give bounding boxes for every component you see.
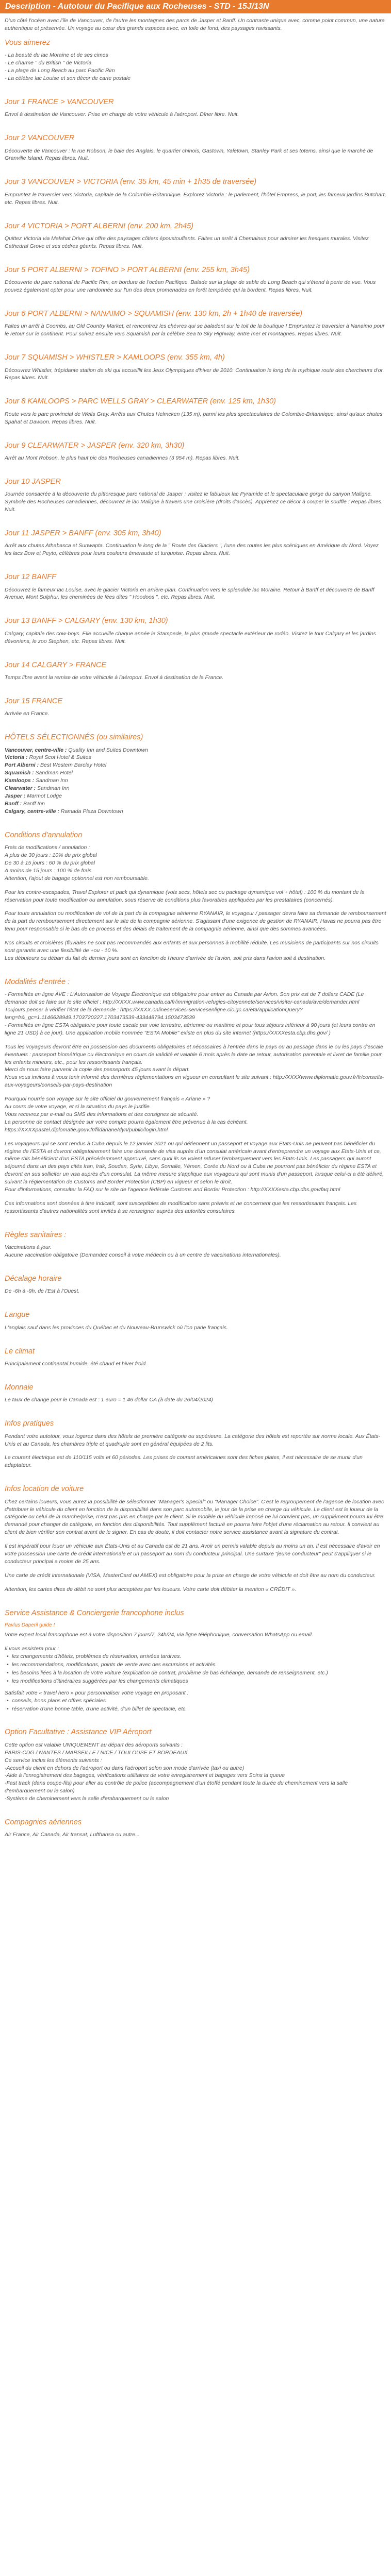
hotel-name: Sandman Inn [37,785,70,792]
option-text: -Aide à l'enregistrement des bagages, vérifications utilitaires de votre enregistrement et bagages vers Soins la queue [5,1772,285,1779]
hotel-name: Marmot Lodge [27,792,62,799]
hotel-line [5,792,386,800]
page-title: Description - Autotour du Pacifique aux Rocheuses - STD - 15J/13N [0,0,391,13]
day-text: Quittez Victoria via Malahat Drive qui offre des paysages côtiers époustouflants. Faites un arrêt à Chemainus pour admirer les fresques murales. Visitez Cathedral Grove et ses cèdres géants. Repas libres. Nuit. [5,235,369,249]
hotel-city: Kamloops : [5,777,35,784]
location-text: Chez certains loueurs, vous aurez la possibilité de sélectionner "Manager's Special" ou "Manager Choice". C'est le regroupement de l'agence de location avec d'attribuer le véhicule du client en fonction de la disponibilité dans son parc automobile, le jour de la prise en charge du véhicule. Le client est le loueur de la catégorie ou celui de la marche/prise, n'est pas pris en charge par le client. Si le modèle du véhicule imposé ne lui convient pas, un supplément pourra lui être demandé pour changer de catégorie, en fonction des disponibilités. Tout supplément facturé en pourra faire l'objet d'une réclamation au retour. Il convient au client de bien vérifier son contrat avant de le signer. En cas de doute, il doit contacter notre service assistance avant la signature du contrat. [5,1498,384,1536]
list-item: • les recommandations, modifications, points de vente avec des excursions et activités. [12,1661,386,1669]
day-text: Calgary, capitale des cow-boys. Elle accueille chaque année le Stampede, la plus grande spectacle extérieur de rodéo. Visitez le tour Calgary et les jardins dévoniens, le zoo Stephen, etc. Repas libres. Nuit. [5,630,376,645]
day-title: Jour 12 BANFF [5,573,56,582]
day-text: Empruntez le traversier vers Victoria, capitale de la Colombie-Britannique. Explorez Victoria : le parlement, l'hôtel Empress, le port, les fameux jardins Butchart, etc. Repas libres. Nuit. [5,191,386,206]
formalites-text: Ces informations sont données à titre indicatif, sont susceptibles de modification sans préavis et ne concernent que les ressortissants français. Les ressortissants d'autres nationalités sont invités à se renseigner auprès des autorités consulaires. [5,1200,357,1214]
day-text: Arrivée en France. [5,710,50,717]
day-text: Journée consacrée à la découverte du pittoresque parc national de Jasper : visitez le fabuleux lac Pyramide et le spectaculaire gorge du canyon Maligne. Symbole des Rocheuses canadiennes, découvrez le lac Maligne à travers une croisière (droits d'accès). Apprenez ce décor à couper le souffle ! Repas libres. Nuit. [5,491,383,513]
conditions-text: Nos circuits et croisières (fluviales ne sont pas recommandés aux enfants et aux personnes à mobilité réduite. Les musiciens de participants sur nos circuits sont garantis avec une flexibilité de +ou - 10 %. [5,940,379,954]
hotel-city: Vancouver, centre-ville : [5,747,67,753]
formalites-text: Toujours penser à vérifier l'état de la demande : https://XXXX.onlineservices-servicesenligne.cic.gc.ca/eta/applicationQuery?lang=fr&_gc=1.1146628949.1703720227.1703473539-433448794.1503473539 [5,1007,303,1021]
day-title: Jour 1 FRANCE > VANCOUVER [5,97,114,106]
day-title: Jour 10 JASPER [5,477,61,486]
vous-aimerez-item: - La plage de Long Beach au parc Pacific Rim [5,67,115,74]
formalites-text: - Formalités en ligne ESTA obligatoire pour toute escale par voie terrestre, aérienne ou maritime et pour tous séjours inférieur à 90 jours (et leurs contre en ligne 21 USD) à ce jour). Une application mobile nommée "ESTA Mobile" existe en plus du site internet (https://XXXXesta.cbp.dhs.gov/ ) [5,1022,376,1036]
vous-aimerez-item: - Le charme " du British " de Victoria [5,60,92,66]
formalites-text: Les voyageurs qui se sont rendus à Cuba depuis le 12 janvier 2021 ou qui détiennent un passeport et voyage aux Etats-Unis ne peuvent pas bénéficier du régime de l'ESTA et devront obligatoirement faire une demande de visa auprès d'un consulat américain avant d'entreprendre un voyage aux Etats-Unis et ce, même s'ils bénéficient d'un ESTA précédemment approuvé, sans quoi ils se voient refuser l'embarquement vers les Etats-Unis. Les passagers qui auront séjourné dans un des pays cités Iran, Irak, Soudan, Syrie, Libye, Somalie, Yémen, Corée du Nord ou à Cuba ne pourront pas bénéficier du régime ESTA et devront en sus solliciter un visa auprès d'un consulat. La même mesure s'applique aux voyageurs qui sont munis d'un passeport, lorsque celui-ci a été délivré, suivant la réglementation de Customs and Border Protection (CBP) en vigueur et selon le droit. [5,1140,384,1185]
monnaie-text: Le taux de change pour le Canada est : 1 euro = 1.46 dollar CA (à date du 26/04/2024) [5,1397,213,1403]
formalites-text: Au cours de votre voyage, et si la situation du pays le justifie. [5,1104,151,1110]
section-title-hotels: HÔTELS SÉLECTIONNÉS (ou similaires) [5,733,143,742]
service-list [5,1653,386,1685]
section-title-compagnies: Compagnies aériennes [5,1818,82,1827]
day-title: Jour 7 SQUAMISH > WHISTLER > KAMLOOPS (env. 355 km, 4h) [5,353,225,362]
day-title: Jour 3 VANCOUVER > VICTORIA (env. 35 km, 45 min + 1h35 de traversée) [5,178,257,187]
formalites-text: Tous les voyageurs devront être en possession des documents obligatoires et nécessaires à l'entrée dans le pays ou au passage dans le ou les pays d'escale éventuels : passeport biométrique ou électronique en cours de validité et valable 6 mois après la date de retour, autorisation parentale et livret de famille pour les enfants mineurs, etc., pour les ressortissants français. [5,1043,383,1065]
day-title: Jour 4 VICTORIA > PORT ALBERNI (env. 200 km, 2h45) [5,222,193,230]
section-title-option: Option Facultative : Assistance VIP Aéroport [5,1728,152,1737]
service-text: Satisfait votre « travel hero » pour personnaliser votre voyage en proposant : [5,1689,189,1696]
day-text: Route vers le parc provincial de Wells Gray. Arrêts aux Chutes Helmcken (135 m), parmi les plus spectaculaires de Colombie-Britannique, ainsi qu'aux chutes Spahat et Dawson. Repas libres. Nuit. [5,411,383,425]
infos-text: Pendant votre autotour, vous logerez dans des hôtels de première catégorie ou supérieure. La catégorie des hôtels est reportée sur norme locale. Aux États-Unis et au Canada, les chambres triple et quadruple sont en général équipées de 2 lits. [5,1433,381,1447]
climat-text: Principalement continental humide, été chaud et hiver froid. [5,1361,148,1367]
conditions-text: Les débuteurs ou débarr du fait de dernier jours sont en fonction de l'heure d'arrivée de l'avion, soit pris dans l'avion soit à destination. [5,955,326,961]
day-text: Arrêt aux chutes Athabasca et Sunwapta. Continuation le long de la " Route des Glaciers ", l'une des routes les plus scéniques en Amérique du Nord. Voyez les lacs Bow et Peyto, célèbres pour leurs couleurs émeraude et turquoise. Repas libres. Nuit. [5,543,379,557]
hotel-city: Squamish : [5,770,34,776]
option-text: Ce service inclus les éléments suivants : [5,1757,102,1764]
hotel-line [5,754,386,761]
formalites-text: La personne de contact désignée sur votre compte pourra également être prévenue à la cas échéant. [5,1118,248,1125]
hotel-line [5,777,386,785]
location-text: Une carte de crédit internationale (VISA, MasterCard ou AMEX) est obligatoire pour la prise en charge de votre véhicule et doit être au nom du conducteur. [5,1572,376,1579]
day-text: Découvrez le fameux lac Louise, avec le glacier Victoria en arrière-plan. Continuation vers le splendide lac Moraine. Retour à Banff et découverte de Banff Avenue, Mont Sulphur, les cheminées de fées dites " Hoodoos ", etc. Repas libres. Nuit. [5,586,374,601]
option-text: PARIS-CDG / NANTES / MARSEILLE / NICE / TOULOUSE ET BORDEAUX [5,1749,188,1756]
intro-text: D'un côté l'océan avec l'île de Vancouver, de l'autre les montagnes des parcs de Jasper et Banff. Un contraste unique avec, comme point commun, une nature authentique et préservée. Un voyage au cœur des grands espaces avec, en toile de fond, des paysages ravissants. [5,18,385,31]
hotel-name: Sandman Hotel [35,770,73,776]
section-title-service: Service Assistance & Conciergerie francophone inclus [5,1608,184,1617]
list-item: • les besoins liées à la location de votre voiture (explication de contrat, problème de bas échéange, demande de renseignement, etc.) [12,1669,386,1677]
conditions-text: A moins de 15 jours : 100 % de frais [5,867,92,874]
hotel-name: Quality Inn and Suites Downtown [68,747,149,753]
formalites-text: Vous recevrez par e-mail ou SMS des informations et des consignes de sécurité. [5,1111,199,1117]
day-title: Jour 9 CLEARWATER > JASPER (env. 320 km, 3h30) [5,441,185,450]
hotel-line [5,800,386,808]
service-list-2 [5,1697,386,1713]
section-title-location: Infos location de voiture [5,1485,84,1494]
day-text: Découverte de Vancouver : la rue Robson, le baie des Anglais, le quartier chinois, Gastown, Yaletown, Stanley Park et ses totems, ainsi que le marché de Granville Island. Repas libres. Nuit. [5,147,373,162]
section-title-sanitaires: Règles sanitaires : [5,1230,67,1239]
list-item: • réservation d'une bonne table, d'une activité, d'un billet de spectacle, etc. [12,1705,386,1713]
location-text: Attention, les cartes dites de débit ne sont plus acceptées par les loueurs. Votre carte doit débiter la mention « CRÉDIT ». [5,1586,297,1592]
main-content [0,13,391,1839]
service-text: Il vous assistera pour : [5,1646,59,1652]
day-title: Jour 13 BANFF > CALGARY (env. 130 km, 1h30) [5,617,168,625]
section-title-climat: Le climat [5,1347,35,1355]
hotel-line [5,761,386,769]
vous-aimerez-item: - La beauté du lac Moraine et de ses cimes [5,52,108,59]
hotel-city: Calgary, centre-ville : [5,808,59,815]
section-title-vous-aimerez: Vous aimerez [5,38,51,47]
service-subtitle: Pavlus Daperil guide ! [5,1622,55,1629]
hotel-name: Banff Inn [23,800,45,807]
option-text: Cette option est valable UNIQUEMENT au départ des aéroports suivants : [5,1741,183,1748]
option-text: -Accueil du client en dehors de l'aéroport ou dans l'aéroport selon son mode d'arrivée (taxi ou autre) [5,1765,245,1771]
formalites-text: Pourquoi nourrie son voyage sur le site officiel du gouvernement français « Ariane » ? [5,1096,210,1103]
sanitaires-text: Aucune vaccination obligatoire (Demandez conseil à votre médecin ou à un centre de vaccinations internationales). [5,1252,281,1259]
hotel-city: Jasper : [5,792,26,799]
conditions-text: Pour toute annulation ou modification de vol de la part de la compagnie aérienne RYANAIR, le voyageur / passager devra faire sa demande de remboursement de la part du remboursement directement sur le site de la compagnie aérienne. S'agissant d'une exigence de gestion de RYANAIR, Havas ne pourra pas être tenu pour responsable si le bas de ce process et des délais de traitement de la compagnie aérienne, ainsi que des sommes avancées. [5,910,386,933]
compagnies-text: Air France, Air Canada, Air transat, Lufthansa ou autre... [5,1832,140,1838]
hotel-name: Sandman Inn [36,777,68,784]
day-title: Jour 14 CALGARY > FRANCE [5,660,107,669]
section-title-formalites: Modalités d'entrée : [5,977,70,986]
option-text: -Système de cheminement vers la salle d'embarquement ou le salon [5,1795,169,1802]
hotel-line [5,808,386,816]
list-item: • conseils, bons plans et offres spéciales [12,1697,386,1705]
day-text: Envol à destination de Vancouver. Prise en charge de votre véhicule à l'aéroport. Dîner libre. Nuit. [5,111,239,118]
list-item: • les changements d'hôtels, problèmes de réservation, arrivées tardives. [12,1653,386,1660]
formalites-text: Merci de nous faire parvenir la copie des passeports 45 jours avant le départ. [5,1066,190,1073]
formalites-text: Nous vous invitons à vous tenir informé des dernières réglementations en vigueur en consultant le site suivant : http://XXXXwww.diplomatie.gouv.fr/fr/conseils-aux-voyageurs/conseils-par-pays-destination [5,1074,384,1089]
hotel-city: Port Alberni : [5,762,39,769]
location-text: Il est impératif pour louer un véhicule aux États-Unis et au Canada est de 21 ans. Avoir un permis valable depuis au moins un an. Il est nécessaire d'avoir en votre possession une carte de crédit internationale et un passeport au nom du conducteur principal. Une surtaxe "jeune conducteur" peut s'appliquer si le conducteur principal a moins de 25 ans. [5,1543,380,1565]
day-text: Faites un arrêt à Coombs, au Old Country Market, et rencontrez les chèvres qui se baladent sur le toit de la boutique ! Empruntez le traversier à Nanaimo pour le retour sur le continent. Pour suivez ensuite vers Squamish par la célèbre Sea to Sky Highway, entre mer et montagnes. Repas libres. Nuit. [5,323,385,337]
day-text: Temps libre avant la remise de votre véhicule à l'aéroport. Envol à destination de la France. [5,674,224,681]
day-title: Jour 5 PORT ALBERNI > TOFINO > PORT ALBERNI (env. 255 km, 3h45) [5,265,250,274]
day-title: Jour 2 VANCOUVER [5,134,75,143]
day-text: Découvrez Whistler, trépidante station de ski qui accueillit les Jeux Olympiques d'hiver de 2010. Continuation le long de la mythique route des chercheurs d'or. Repas libres. Nuit. [5,367,384,381]
day-text: Découverte du parc national de Pacific Rim, en bordure de l'océan Pacifique. Balade sur la plage de sable de Long Beach qui s'étend à perte de vue. Vous pouvez également opter pour une randonnée sur l'un des deux promenades en forêt tempérée qui la bordent. Repas libres. Nuit. [5,279,376,294]
day-title: Jour 8 KAMLOOPS > PARC WELLS GRAY > CLEARWATER (env. 125 km, 1h30) [5,397,276,406]
hotel-line [5,785,386,792]
formalites-text: https://XXXXpastel.diplomatie.gouv.fr/fildariane/dyn/public/login.html [5,1126,168,1133]
hotel-line [5,747,386,754]
section-title-monnaie: Monnaie [5,1383,34,1392]
hotel-city: Banff : [5,800,22,807]
vous-aimerez-item: - La célèbre lac Louise et son décor de carte postale [5,75,131,81]
hotel-name: Best Western Barclay Hotel [40,762,107,769]
hotel-name: Ramada Plaza Downtown [60,808,123,815]
service-text: Votre expert local francophone est à votre disposition 7 jours/7, 24h/24, via ligne téléphonique, conversation WhatsApp ou email. [5,1632,313,1638]
option-text: -Fast track (dans coupe-fils) pour aller au contrôle de police (accompagnement d'un étoffé pendant toute la durée du cheminement vers la salle d'embarquement ou le salon) [5,1780,348,1794]
conditions-text: Attention, l'ajout de bagage optionnel est non remboursable. [5,875,149,882]
day-text: Arrêt au Mont Robson, le plus haut pic des Rocheuses canadiennes (3 954 m). Repas libres. Nuit. [5,454,240,461]
list-item: • les modifications d'itinéraires suggérées par les changements climatiques [12,1677,386,1685]
decalage-text: De -6h à -9h, de l'Est à l'Ouest. [5,1288,80,1295]
conditions-text: A plus de 30 jours : 10% du prix global [5,852,97,858]
hotel-line [5,769,386,777]
hotels-list [5,747,386,816]
section-title-infos: Infos pratiques [5,1419,54,1428]
conditions-text: Pour les contre-escapades, Travel Explorer et pack qui dynamique (vols secs, hôtels sec ou package dynamique vol + hôtel) : 100 % du montant de la réservation pour toute modification ou annulation, sous réserve de conditions plus favorables appliquées par les prestataires (concernés). [5,889,365,903]
section-title-conditions: Conditions d'annulation [5,831,83,839]
sanitaires-text: Vaccinations à jour. [5,1244,52,1251]
hotel-city: Victoria : [5,754,28,761]
formalites-text: - Formalités en ligne AVE : L'Autorisation de Voyage Électronique est obligatoire pour entrer au Canada par Avion. Son prix est de 7 dollars CADE (Le demande doit se faire sur le site officiel : http://XXXX.www.canada.ca/fr/immigration-refugies-citoyennete/services/visiter-canada/ave/demander.html [5,991,364,1006]
infos-text: Le courant électrique est de 110/115 volts et 60 périodes. Les prises de courant américaines sont des fiches plates, il est nécessaire de se munir d'un adaptateur. [5,1454,363,1469]
day-title: Jour 15 FRANCE [5,697,63,705]
section-title-langue: Langue [5,1311,30,1319]
conditions-text: Frais de modifications / annulation : [5,844,90,851]
conditions-text: De 30 à 15 jours : 60 % du prix global [5,859,95,866]
hotel-city: Clearwater : [5,785,36,792]
section-title-decalage: Décalage horaire [5,1275,62,1283]
day-title: Jour 6 PORT ALBERNI > NANAIMO > SQUAMISH (env. 130 km, 2h + 1h40 de traversée) [5,309,303,318]
hotel-name: Royal Scot Hotel & Suites [29,754,91,761]
langue-text: L'anglais sauf dans les provinces du Québec et du Nouveau-Brunswick où l'on parle français. [5,1324,229,1331]
day-title: Jour 11 JASPER > BANFF (env. 305 km, 3h40) [5,529,161,537]
formalites-text: Pour d'informations, consulter la FAQ sur le site de l'agence fédérale Customs and Border Protection : http://XXXXesta.cbp.dhs.gov/faq.html [5,1187,340,1193]
